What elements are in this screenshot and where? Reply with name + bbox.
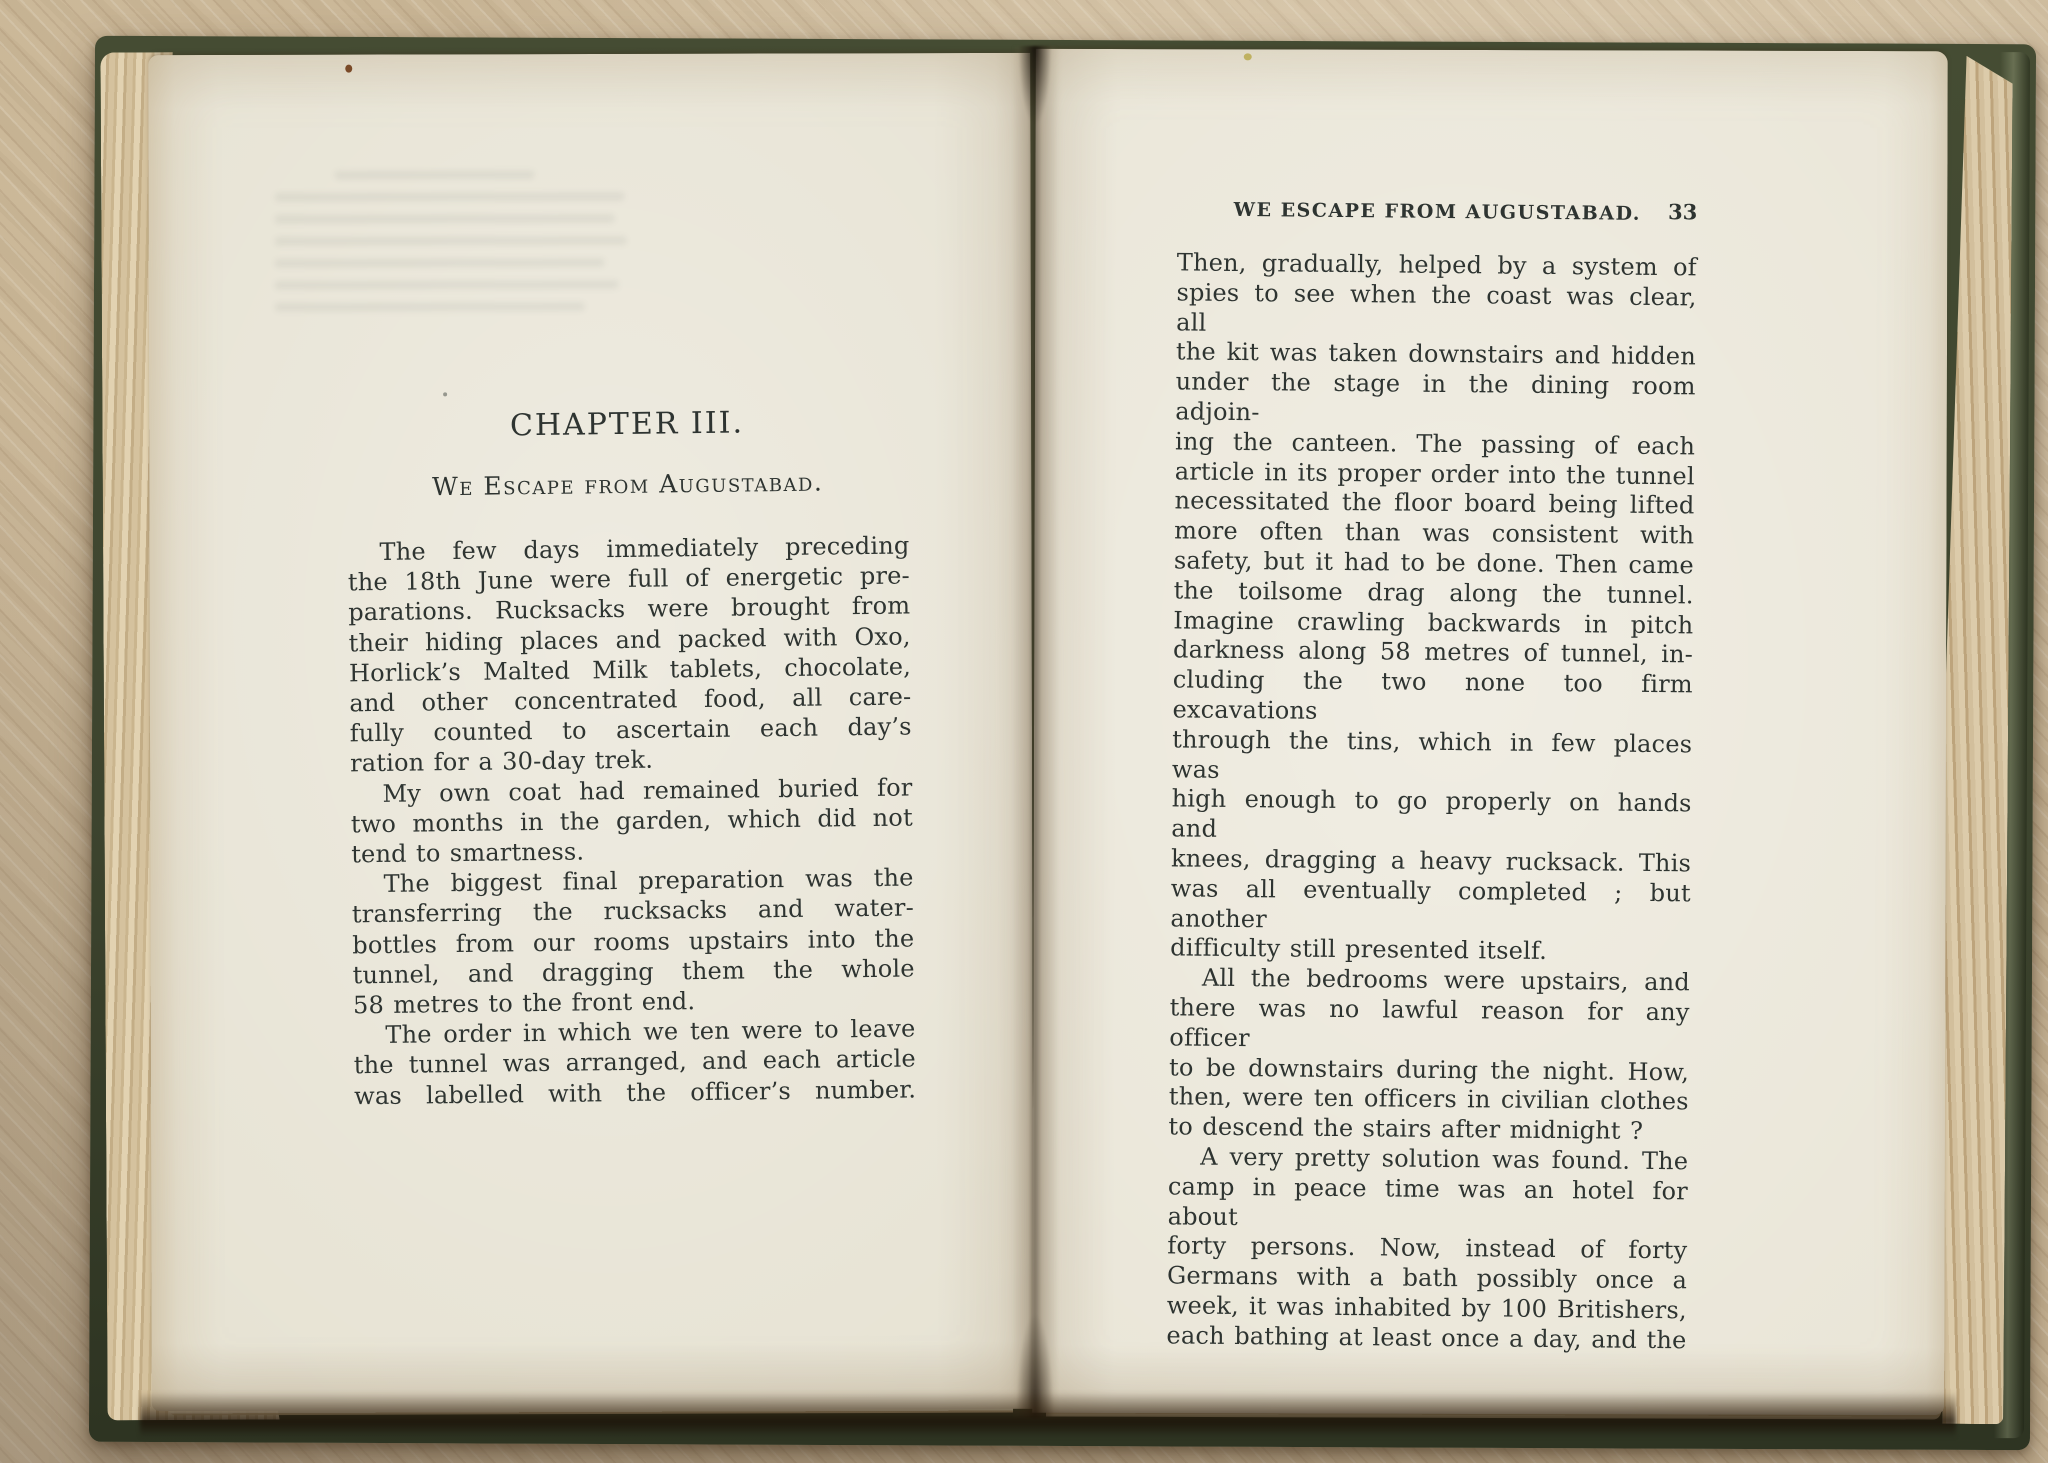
chapter-heading: CHAPTER III.: [509, 405, 745, 444]
text-line: Germans with a bath possibly once a: [1166, 1261, 1688, 1295]
right-page: [1032, 49, 1948, 1415]
page-number: 33: [1667, 199, 1698, 225]
text-line: there was no lawful reason for any officer: [1169, 993, 1690, 1052]
running-head-row: [1177, 197, 1697, 227]
left-page-text: [346, 404, 917, 1111]
text-line: cluding the two none too firm excavations: [1172, 665, 1693, 725]
text-line: bottles from our rooms upstairs into the: [352, 924, 915, 959]
text-line: transferring the rucksacks and water-: [351, 893, 915, 929]
showthrough-text: [275, 170, 647, 325]
text-line: then, were ten officers in civilian clothes: [1168, 1082, 1689, 1116]
text-line: fully counted to ascertain each day’s: [349, 712, 912, 748]
text-line: Horlick’s Malted Milk tablets, chocolate,: [348, 652, 912, 688]
text-line: week, it was inhabited by 100 Britishers,: [1166, 1291, 1687, 1325]
text-line: necessitated the floor board being lifted: [1174, 486, 1695, 520]
showthrough-line: [275, 192, 625, 202]
text-line: My own coat had remained buried for: [382, 773, 913, 808]
text-line: The biggest final preparation was the: [383, 863, 914, 899]
right-page-text: [1166, 197, 1697, 1355]
text-line: each bathing at least once a day, and the: [1166, 1321, 1687, 1355]
text-line: A very pretty solution was found. The: [1200, 1142, 1689, 1176]
text-line: The few days immediately preceding: [379, 531, 910, 566]
text-line: camp in peace time was an hotel for about: [1167, 1172, 1689, 1231]
left-page-body: [347, 530, 916, 1111]
text-line: darkness along 58 metres of tunnel, in-: [1172, 635, 1694, 669]
text-line: safety, but it had to be done. Then came: [1173, 546, 1695, 580]
text-line: was labelled with the officer’s number.: [354, 1075, 917, 1110]
text-line: spies to see when the coast was clear, all: [1176, 278, 1697, 337]
text-line: their hiding places and packed with Oxo,: [348, 622, 911, 657]
text-line: The order in which we ten were to leave: [385, 1014, 916, 1050]
text-line: tunnel, and dragging them the whole: [352, 954, 915, 990]
text-line: the tunnel was arranged, and each article: [353, 1044, 916, 1080]
text-line: article in its proper order into the tunnel: [1174, 456, 1695, 490]
text-line: and other concentrated food, all care-: [349, 682, 912, 718]
text-line: through the tins, which in few places was: [1171, 725, 1693, 784]
text-line: Imagine crawling backwards in pitch: [1173, 605, 1694, 639]
showthrough-line: [275, 214, 615, 224]
showthrough-line: [275, 302, 585, 312]
text-line: under the stage in the dining room adjoin-: [1175, 367, 1696, 427]
chapter-subtitle: We Escape from Augustabad.: [431, 467, 824, 502]
text-line: All the bedrooms were upstairs, and: [1201, 963, 1691, 997]
left-page: [148, 53, 1034, 1411]
paper-speck: [443, 392, 447, 396]
showthrough-line: [275, 258, 605, 268]
paper-speck: [345, 65, 352, 73]
text-line: Then, gradually, helped by a system of: [1176, 248, 1697, 282]
text-line: two months in the garden, which did not: [350, 803, 913, 839]
showthrough-line: [275, 236, 627, 246]
text-line: 58 metres to the front end.: [352, 987, 696, 1020]
text-line: to descend the stairs after midnight ?: [1168, 1112, 1644, 1146]
text-line: the kit was taken downstairs and hidden: [1175, 337, 1697, 371]
paper-speck: [1244, 53, 1252, 60]
text-line: the 18th June were full of energetic pre-: [347, 561, 911, 597]
running-head: WE ESCAPE FROM AUGUSTABAD.: [1233, 198, 1642, 225]
text-line: the toilsome drag along the tunnel.: [1173, 576, 1694, 610]
text-line: was all eventually completed ; but another: [1170, 874, 1691, 933]
text-line: difficulty still presented itself.: [1170, 933, 1548, 966]
book-bottom-shadow: [140, 1392, 1956, 1438]
text-line: forty persons. Now, instead of forty: [1167, 1231, 1688, 1265]
text-line: parations. Rucksacks were brought from: [348, 591, 911, 627]
text-line: tend to smartness.: [351, 837, 585, 869]
text-line: more often than was consistent with: [1174, 516, 1695, 550]
showthrough-line: [335, 170, 535, 180]
text-line: ing the canteen. The passing of each: [1174, 427, 1696, 461]
text-line: knees, dragging a heavy rucksack. This: [1170, 844, 1692, 878]
showthrough-line: [275, 280, 619, 290]
right-page-body: [1166, 248, 1697, 1355]
text-line: high enough to go properly on hands and: [1171, 784, 1692, 843]
text-line: ration for a 30-day trek.: [349, 746, 654, 778]
book-gutter: [1012, 46, 1058, 1418]
text-line: to be downstairs during the night. How,: [1168, 1052, 1690, 1086]
